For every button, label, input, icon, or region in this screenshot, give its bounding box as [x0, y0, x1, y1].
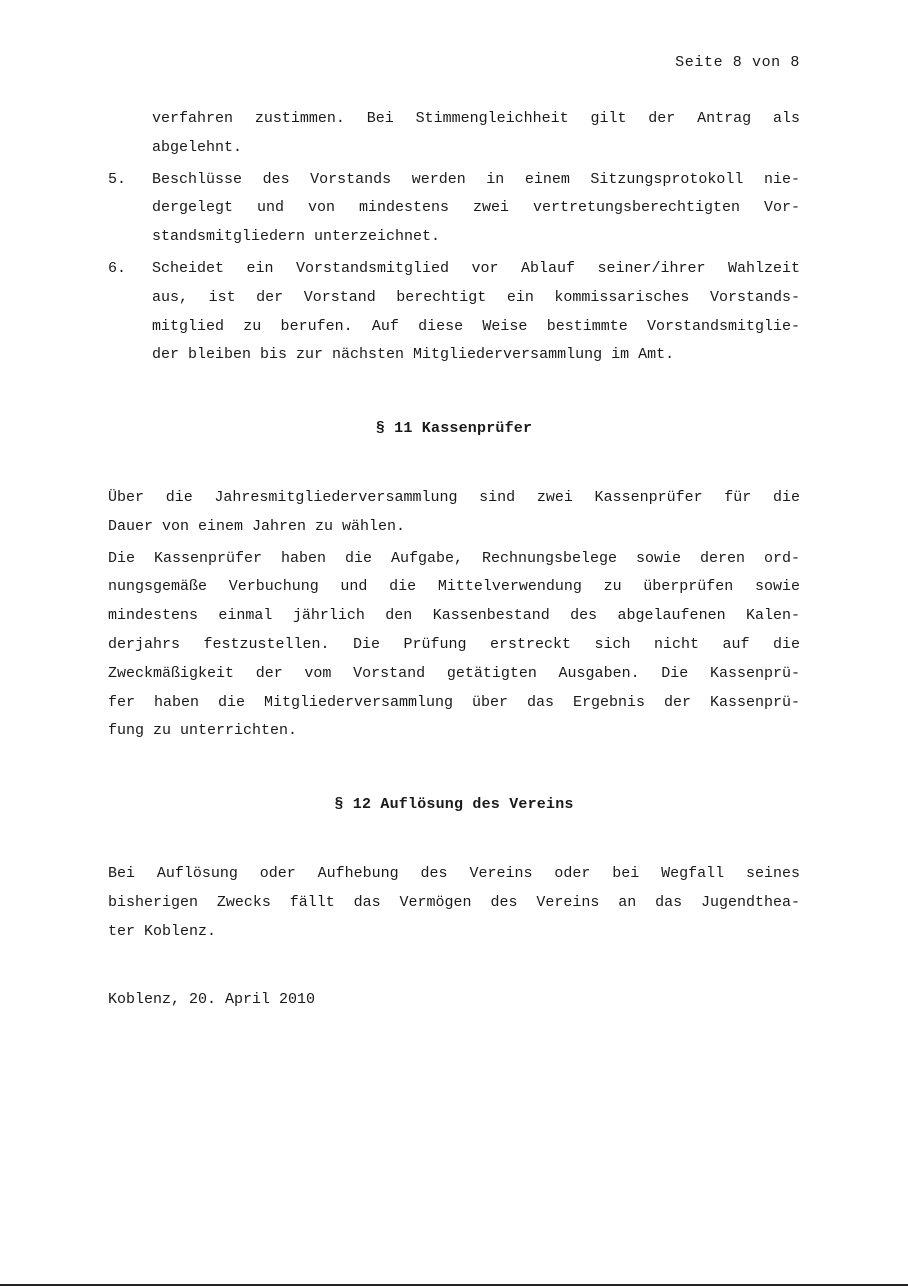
text-line: Dauer von einem Jahren zu wählen. — [108, 517, 406, 535]
text-line: abgelehnt. — [152, 138, 243, 156]
text-line: derjahrs festzustellen. Die Prüfung erstreckt sich nicht auf die — [108, 635, 800, 653]
text-line: bisherigen Zwecks fällt das Vermögen des Vereins an das Jugendthea- — [108, 893, 800, 911]
text-line: Über die Jahresmitgliederversammlung sind zwei Kassenprüfer für die — [108, 488, 800, 506]
text-line: fer haben die Mitgliederversammlung über das Ergebnis der Kassenprü- — [108, 693, 800, 711]
page-bottom-border — [0, 1284, 908, 1286]
text-line: standsmitgliedern unterzeichnet. — [152, 228, 441, 246]
place-and-date: Koblenz, 20. April 2010 — [108, 991, 316, 1009]
section-12-paragraph — [108, 860, 800, 946]
list-item-number: 6. — [108, 259, 127, 277]
item-continuation — [108, 105, 800, 163]
text-line: aus, ist der Vorstand berechtigt ein kommissarisches Vorstands- — [152, 288, 800, 306]
section-heading-12: § 12 Auflösung des Vereins — [334, 796, 574, 814]
text-line: dergelegt und von mindestens zwei vertretungsberechtigten Vor- — [152, 199, 800, 217]
text-line: nungsgemäße Verbuchung und die Mittelverwendung zu überprüfen sowie — [108, 578, 800, 596]
section-heading-11: § 11 Kassenprüfer — [375, 420, 533, 438]
text-line: Beschlüsse des Vorstands werden in einem Sitzungsprotokoll nie- — [152, 170, 800, 188]
page-number: Seite 8 von 8 — [675, 54, 800, 71]
text-line: Zweckmäßigkeit der vom Vorstand getätigten Ausgaben. Die Kassenprü- — [108, 664, 800, 682]
list-item-6 — [108, 255, 800, 370]
list-item-5 — [108, 166, 800, 252]
text-line: verfahren zustimmen. Bei Stimmengleichheit gilt der Antrag als — [152, 110, 800, 127]
text-line: Bei Auflösung oder Aufhebung des Vereins oder bei Wegfall seines — [108, 864, 800, 882]
section-11-paragraph-2 — [108, 545, 800, 747]
text-line: mindestens einmal jährlich den Kassenbestand des abgelaufenen Kalen- — [108, 607, 800, 625]
section-11-paragraph-1 — [108, 484, 800, 542]
text-line: ter Koblenz. — [108, 922, 217, 940]
text-line: Die Kassenprüfer haben die Aufgabe, Rechnungsbelege sowie deren ord- — [108, 549, 800, 567]
list-item-number: 5. — [108, 170, 127, 188]
text-line: mitglied zu berufen. Auf diese Weise bestimmte Vorstandsmitglie- — [152, 317, 800, 335]
text-line: der bleiben bis zur nächsten Mitgliederversammlung im Amt. — [152, 346, 675, 364]
text-line: fung zu unterrichten. — [108, 722, 298, 740]
document-body — [108, 105, 800, 1015]
text-line: Scheidet ein Vorstandsmitglied vor Ablauf seiner/ihrer Wahlzeit — [152, 259, 800, 277]
